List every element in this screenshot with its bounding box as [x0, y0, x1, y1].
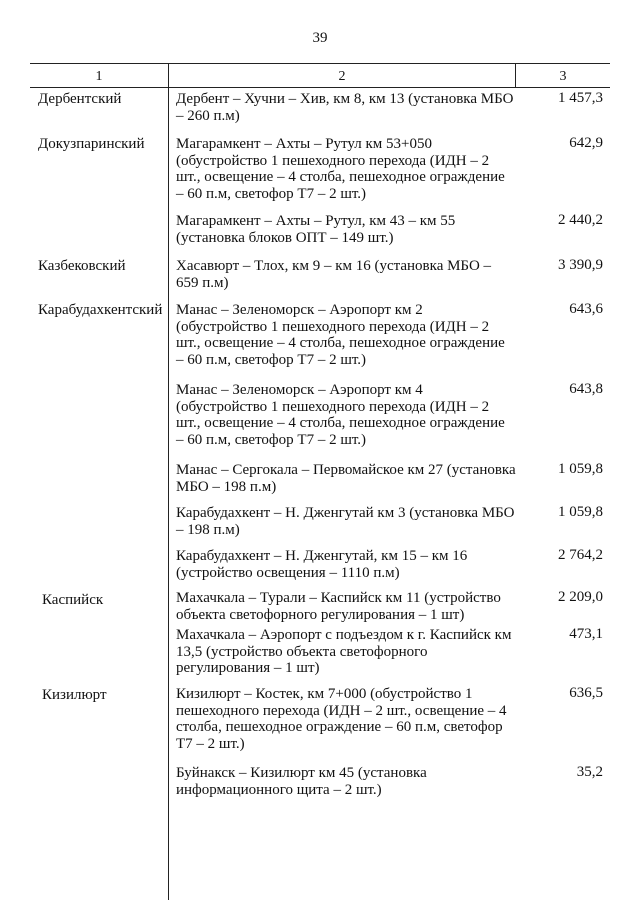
work-description-cell: Кизилюрт – Костек, км 7+000 (обустройство 1 пешеходного перехода (ИДН – 2 шт., освещение – 4 столба, пешеходное ограждение – 60 п.м, светофор Т7 – 2 шт.) [176, 686, 507, 752]
work-description-cell: Карабудахкент – Н. Дженгутай, км 15 – км 16 (устройство освещения – 1110 п.м) [176, 548, 468, 581]
work-description-cell: Магарамкент – Ахты – Рутул, км 43 – км 55 (установка блоков ОПТ – 149 шт.) [176, 213, 456, 246]
district-cell: Кизилюрт [42, 687, 107, 703]
page-number: 39 [312, 30, 328, 46]
table-header-bottom-line [30, 87, 610, 88]
header-col1: 1 [95, 69, 103, 84]
amount-cell: 1 059,8 [558, 461, 603, 477]
work-description-cell: Карабудахкент – Н. Дженгутай км 3 (установка МБО – 198 п.м) [176, 505, 515, 538]
amount-cell: 2 440,2 [558, 212, 603, 228]
amount-cell: 2 764,2 [558, 547, 603, 563]
district-cell: Дербентский [38, 91, 122, 107]
header-col2: 2 [338, 69, 346, 84]
district-cell: Казбековский [38, 258, 126, 274]
amount-cell: 636,5 [569, 685, 603, 701]
amount-cell: 35,2 [576, 764, 603, 780]
amount-cell: 3 390,9 [558, 257, 603, 273]
district-cell: Каспийск [42, 592, 104, 608]
table-header-top-line [30, 63, 610, 64]
work-description-cell: Буйнакск – Кизилюрт км 45 (установка информационного щита – 2 шт.) [176, 765, 427, 798]
header-col3: 3 [559, 69, 567, 84]
header-divider-2 [515, 63, 516, 88]
amount-cell: 643,8 [569, 381, 603, 397]
amount-cell: 643,6 [569, 301, 603, 317]
column-divider [168, 88, 169, 900]
work-description-cell: Махачкала – Турали – Каспийск км 11 (устройство объекта светофорного регулирования – 1 шт) [176, 590, 501, 623]
amount-cell: 642,9 [569, 135, 603, 151]
amount-cell: 473,1 [569, 626, 603, 642]
work-description-cell: Махачкала – Аэропорт с подъездом к г. Каспийск км 13,5 (устройство объекта светофорного регулирования – 1 шт) [176, 627, 512, 676]
work-description-cell: Манас – Зеленоморск – Аэропорт км 4 (обустройство 1 пешеходного перехода (ИДН – 2 шт., освещение – 4 столба, пешеходное ограждение – 60 п.м, светофор Т7 – 2 шт.) [176, 382, 505, 448]
work-description-cell: Манас – Сергокала – Первомайское км 27 (установка МБО – 198 п.м) [176, 462, 516, 495]
work-description-cell: Магарамкент – Ахты – Рутул км 53+050 (обустройство 1 пешеходного перехода (ИДН – 2 шт., освещение – 4 столба, пешеходное ограждение – 60 п.м, светофор Т7 – 2 шт.) [176, 136, 505, 202]
work-description-cell: Манас – Зеленоморск – Аэропорт км 2 (обустройство 1 пешеходного перехода (ИДН – 2 шт., освещение – 4 столба, пешеходное ограждение – 60 п.м, светофор Т7 – 2 шт.) [176, 302, 505, 368]
district-cell: Карабудахкентский [38, 302, 163, 318]
work-description-cell: Дербент – Хучни – Хив, км 8, км 13 (установка МБО – 260 п.м) [176, 91, 514, 124]
district-cell: Докузпаринский [38, 136, 145, 152]
amount-cell: 1 457,3 [558, 90, 603, 106]
amount-cell: 1 059,8 [558, 504, 603, 520]
header-divider-1 [168, 63, 169, 88]
work-description-cell: Хасавюрт – Тлох, км 9 – км 16 (установка МБО – 659 п.м) [176, 258, 492, 291]
amount-cell: 2 209,0 [558, 589, 603, 605]
